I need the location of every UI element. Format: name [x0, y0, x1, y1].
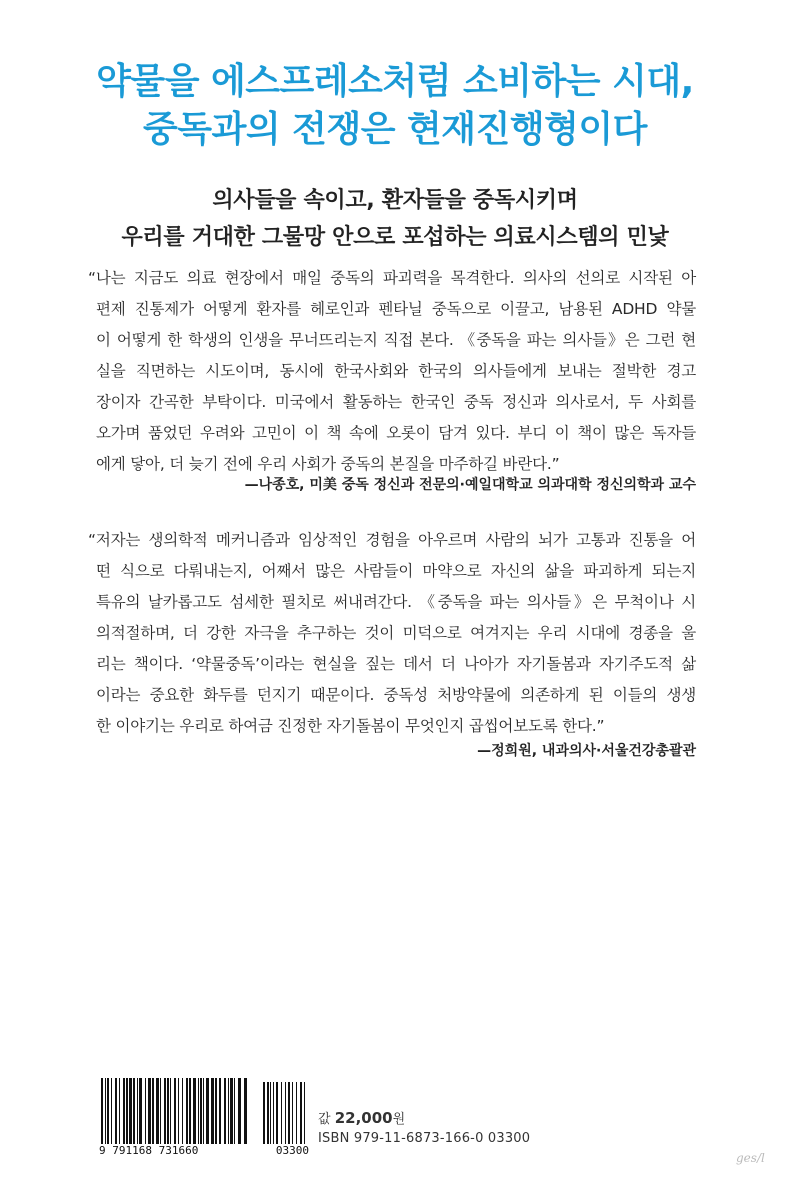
barcode-addon-bar: [273, 1082, 274, 1144]
barcode-bar: [228, 1078, 229, 1144]
barcode-bar: [200, 1078, 202, 1144]
quote-line: 특유의 날카롭고도 섬세한 필치로 써내려간다. 《중독을 파는 의사들》은 무척이나 시: [96, 593, 696, 611]
quote-line: 오가며 품었던 우려와 고민이 이 책 속에 오롯이 담겨 있다. 부디 이 책이 많은 독자들: [96, 424, 696, 442]
publisher-logo: ges/l: [736, 1151, 765, 1165]
barcode-bar: [137, 1078, 138, 1144]
barcode-bar: [107, 1078, 109, 1144]
quote-line: 에게 닿아, 더 늦기 전에 우리 사회가 중독의 본질을 마주하길 바란다.”: [96, 455, 560, 473]
quote-line: 이라는 중요한 화두를 던지기 때문이다. 중독성 처방약물에 의존하게 된 이들의 생생: [96, 686, 696, 704]
barcode-bar: [186, 1078, 188, 1144]
quote-line: 의적절하며, 더 강한 자극을 추구하는 것이 미덕으로 여겨지는 우리 시대에 경종을 울: [96, 624, 696, 642]
barcode-bar: [156, 1078, 159, 1144]
barcode-digits: [99, 1144, 309, 1157]
barcode-addon-bar: [292, 1082, 293, 1144]
barcode-bar: [101, 1078, 103, 1144]
quote-line: 장이자 간곡한 부탁이다. 미국에서 활동하는 한국인 중독 정신과 의사로서, 두 사회를: [96, 393, 696, 411]
barcode-bar: [139, 1078, 142, 1144]
isbn-number: ISBN 979-11-6873-166-0 03300: [318, 1131, 531, 1146]
barcode-addon-bar: [285, 1082, 286, 1144]
barcode-digits-main: 9 791168 731660: [99, 1144, 199, 1157]
barcode-bar: [129, 1078, 132, 1144]
barcode-bar: [215, 1078, 217, 1144]
quote-line: 리는 책이다. ‘약물중독’이라는 현실을 짚는 데서 더 나아가 자기돌봄과 자기주도적 삶: [96, 655, 696, 673]
barcode-addon-bar: [304, 1082, 305, 1144]
barcode-bar: [198, 1078, 199, 1144]
barcode-bar: [115, 1078, 117, 1144]
barcode-bar: [167, 1078, 169, 1144]
subheadline-line-1: 의사들을 속이고, 환자들을 중독시키며: [212, 188, 578, 213]
barcode-bar: [123, 1078, 125, 1144]
subheadline: [0, 182, 790, 256]
barcode-bar: [148, 1078, 151, 1144]
endorsement-quote-2: [88, 525, 696, 742]
headline-line-1: 약물을 에스프레소처럼 소비하는 시대,: [96, 61, 694, 102]
headline-line-2: 중독과의 전쟁은 현재진행형이다: [143, 109, 647, 150]
endorsement-quote-1: [88, 263, 696, 480]
quote-line: 실을 직면하는 시도이며, 동시에 한국사회와 한국의 의사들에게 보내는 절박한 경고: [96, 362, 696, 380]
quote-line: 떤 식으로 다뤄내는지, 어째서 많은 사람들이 마약으로 자신의 삶을 파괴하게 되는지: [96, 562, 696, 580]
price: [318, 1108, 405, 1127]
barcode-bar: [178, 1078, 179, 1144]
barcode-bar: [238, 1078, 241, 1144]
barcode-addon-bar: [263, 1082, 265, 1144]
barcode-bar: [189, 1078, 191, 1144]
barcode-bar: [230, 1078, 233, 1144]
price-prefix: 값: [318, 1112, 331, 1127]
barcode-bar: [174, 1078, 176, 1144]
barcode-bar: [206, 1078, 209, 1144]
quote-line: 이 어떻게 한 학생의 인생을 무너뜨리는지 직접 본다. 《중독을 파는 의사들》은 그런 현: [96, 331, 696, 349]
barcode-bar: [170, 1078, 171, 1144]
barcode-bar: [244, 1078, 247, 1144]
barcode-addon-bar: [270, 1082, 271, 1144]
barcode-bar: [105, 1078, 106, 1144]
price-amount: 22,000: [334, 1109, 393, 1127]
barcode-bar: [126, 1078, 128, 1144]
endorsement-attribution-1: —나종호, 미美 중독 정신과 전문의·예일대학교 의과대학 정신의학과 교수: [244, 477, 696, 493]
barcode-addon-bar: [267, 1082, 269, 1144]
quote-line: “나는 지금도 의료 현장에서 매일 중독의 파괴력을 목격한다. 의사의 선의로 시작된 아: [88, 269, 696, 287]
barcode-bar: [203, 1078, 204, 1144]
endorsement-attribution-2: —정희원, 내과의사·서울건강총괄관: [477, 743, 696, 759]
barcode-bar: [224, 1078, 226, 1144]
barcode-bar: [145, 1078, 146, 1144]
barcode-bar: [234, 1078, 235, 1144]
barcode-bar: [111, 1078, 112, 1144]
quote-line: 편제 진통제가 어떻게 환자를 헤로인과 펜타닐 중독으로 이끌고, 남용된 ADHD 약물: [96, 300, 696, 318]
barcode-bar: [211, 1078, 214, 1144]
barcode-bar: [182, 1078, 183, 1144]
barcode-addon-bar: [300, 1082, 302, 1144]
barcode-addon-bar: [296, 1082, 297, 1144]
barcode-addon-bar: [281, 1082, 282, 1144]
barcode-digits-addon: 03300: [275, 1144, 309, 1157]
barcode-addon-bar: [288, 1082, 290, 1144]
barcode-bar: [219, 1078, 221, 1144]
quote-line: 한 이야기는 우리로 하여금 진정한 자기돌봄이 무엇인지 곱씹어보도록 한다.”: [96, 717, 605, 735]
barcode-bar: [160, 1078, 161, 1144]
price-unit: 원: [392, 1112, 406, 1127]
subheadline-line-2: 우리를 거대한 그물망 안으로 포섭하는 의료시스템의 민낯: [121, 225, 669, 250]
barcode-bar: [193, 1078, 196, 1144]
barcode-bar: [133, 1078, 135, 1144]
barcode-addon-bar: [276, 1082, 278, 1144]
headline: [0, 58, 790, 154]
barcode-bar: [152, 1078, 154, 1144]
quote-line: “저자는 생의학적 메커니즘과 임상적인 경험을 아우르며 사람의 뇌가 고통과 진통을 어: [88, 531, 696, 549]
barcode-bar: [164, 1078, 166, 1144]
barcode-bar: [119, 1078, 120, 1144]
